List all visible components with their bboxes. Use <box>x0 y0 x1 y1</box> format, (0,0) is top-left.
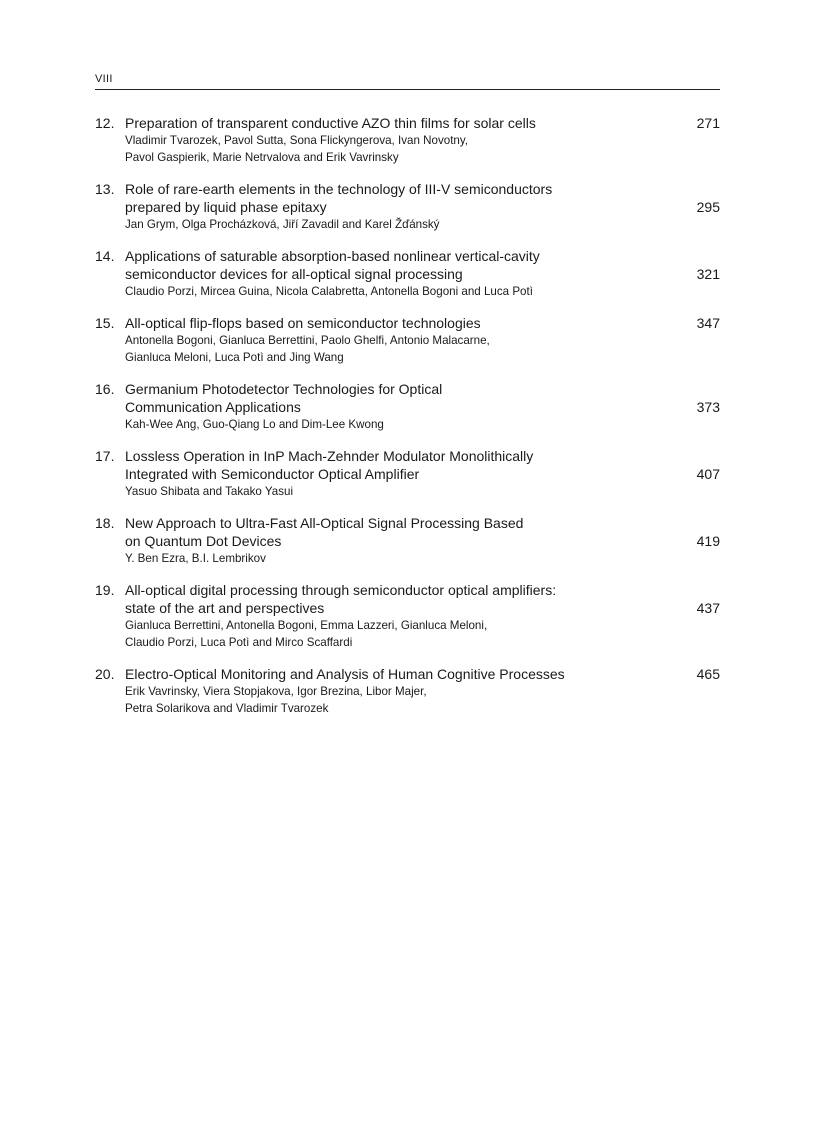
chapter-authors: Erik Vavrinsky, Viera Stopjakova, Igor Brezina, Libor Majer, <box>125 685 427 698</box>
toc-entry <box>95 114 720 166</box>
chapter-number: 19. <box>95 582 115 598</box>
chapter-title-line: Communication Applications <box>125 399 301 415</box>
chapter-authors: Claudio Porzi, Luca Potì and Mirco Scaffardi <box>125 636 353 649</box>
entry-body <box>125 247 720 300</box>
entry-body <box>125 447 720 500</box>
chapter-authors: Gianluca Berrettini, Antonella Bogoni, Emma Lazzeri, Gianluca Meloni, <box>125 619 488 632</box>
chapter-authors: Kah-Wee Ang, Guo-Qiang Lo and Dim-Lee Kwong <box>125 418 384 431</box>
chapter-authors: Gianluca Meloni, Luca Potì and Jing Wang <box>125 351 344 364</box>
entry-body <box>125 380 720 433</box>
chapter-title-line: Applications of saturable absorption-based nonlinear vertical-cavity <box>125 248 540 264</box>
page-ref: 321 <box>696 266 720 282</box>
page-ref: 419 <box>696 533 720 549</box>
chapter-title-line: All-optical flip-flops based on semiconductor technologies <box>125 315 481 331</box>
chapter-title-line: state of the art and perspectives <box>125 600 325 616</box>
entry-body <box>125 114 720 166</box>
chapter-number: 17. <box>95 448 115 464</box>
chapter-title-line: semiconductor devices for all-optical signal processing <box>125 266 463 282</box>
chapter-title-line: Lossless Operation in InP Mach-Zehnder Modulator Monolithically <box>125 448 534 464</box>
entry-body <box>125 314 720 366</box>
page-ref: 295 <box>696 199 720 215</box>
chapter-number: 20. <box>95 666 115 682</box>
chapter-title-line: Preparation of transparent conductive AZO thin films for solar cells <box>125 115 536 131</box>
chapter-number: 13. <box>95 181 115 197</box>
chapter-authors: Yasuo Shibata and Takako Yasui <box>125 485 294 498</box>
page-ref: 271 <box>696 115 720 131</box>
page-ref: 437 <box>696 600 720 616</box>
page-number: VIII <box>95 73 113 85</box>
chapter-authors: Vladimir Tvarozek, Pavol Sutta, Sona Flickyngerova, Ivan Novotny, <box>125 134 469 147</box>
chapter-authors: Y. Ben Ezra, B.I. Lembrikov <box>125 552 266 565</box>
chapter-number: 18. <box>95 515 115 531</box>
chapter-number: 12. <box>95 115 115 131</box>
table-of-contents <box>95 114 720 731</box>
toc-entry <box>95 314 720 366</box>
chapter-number: 15. <box>95 315 115 331</box>
toc-entry <box>95 447 720 500</box>
page-ref: 347 <box>696 315 720 331</box>
chapter-authors: Claudio Porzi, Mircea Guina, Nicola Calabretta, Antonella Bogoni and Luca Potì <box>125 285 533 298</box>
chapter-authors: Pavol Gaspierik, Marie Netrvalova and Erik Vavrinsky <box>125 151 399 164</box>
entry-body <box>125 665 720 717</box>
chapter-title-line: New Approach to Ultra-Fast All-Optical Signal Processing Based <box>125 515 524 531</box>
chapter-title-line: Integrated with Semiconductor Optical Amplifier <box>125 466 420 482</box>
chapter-authors: Jan Grym, Olga Procházková, Jiří Zavadil and Karel Žďánský <box>125 218 440 231</box>
toc-entry <box>95 180 720 233</box>
toc-entry <box>95 514 720 567</box>
chapter-title-line: on Quantum Dot Devices <box>125 533 282 549</box>
chapter-title-line: Electro-Optical Monitoring and Analysis of Human Cognitive Processes <box>125 666 565 682</box>
toc-entry <box>95 247 720 300</box>
page-header <box>95 72 720 90</box>
page-ref: 407 <box>696 466 720 482</box>
chapter-title-line: Role of rare-earth elements in the technology of III-V semiconductors <box>125 181 553 197</box>
chapter-authors: Antonella Bogoni, Gianluca Berrettini, Paolo Ghelfi, Antonio Malacarne, <box>125 334 490 347</box>
entry-body <box>125 180 720 233</box>
chapter-number: 16. <box>95 381 115 397</box>
chapter-authors: Petra Solarikova and Vladimir Tvarozek <box>125 702 329 715</box>
chapter-number: 14. <box>95 248 115 264</box>
chapter-title-line: prepared by liquid phase epitaxy <box>125 199 327 215</box>
page-ref: 465 <box>696 666 720 682</box>
toc-entry <box>95 581 720 651</box>
entry-body <box>125 514 720 567</box>
chapter-title-line: Germanium Photodetector Technologies for Optical <box>125 381 443 397</box>
toc-entry <box>95 665 720 717</box>
entry-body <box>125 581 720 651</box>
chapter-title-line: All-optical digital processing through semiconductor optical amplifiers: <box>125 582 557 598</box>
toc-entry <box>95 380 720 433</box>
page-ref: 373 <box>696 399 720 415</box>
